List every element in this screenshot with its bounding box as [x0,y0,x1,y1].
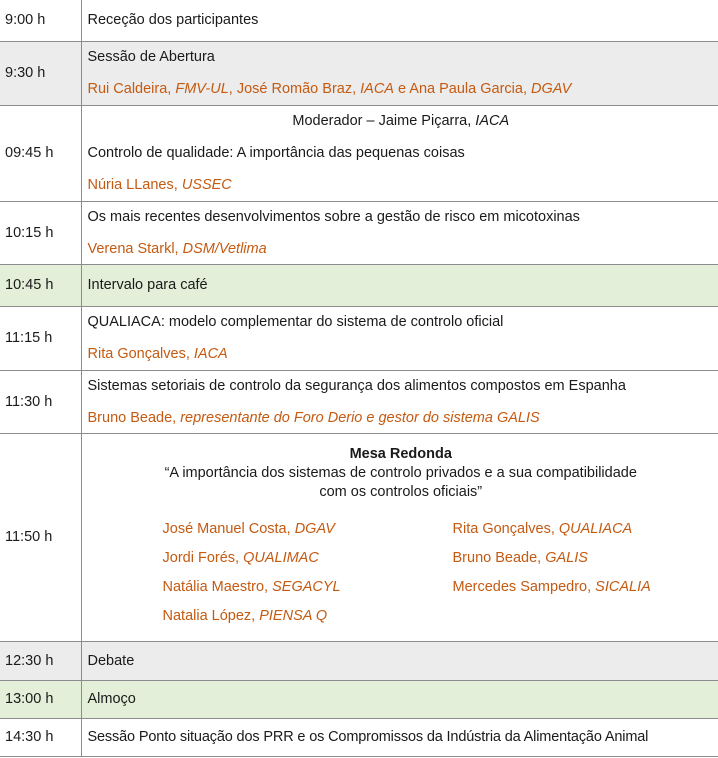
table-row [0,370,718,433]
session-cell [81,105,718,201]
speaker-org: IACA [360,81,394,97]
speakers-line [88,79,715,99]
speaker-name: Rita Gonçalves, [87,346,194,362]
session-title: Sistemas setoriais de controlo da segurança dos alimentos compostos em Espanha [87,377,626,394]
time-cell: 11:50 h [0,433,81,641]
speaker-name: e Ana Paula Garcia, [393,81,532,97]
table-row [0,105,718,201]
speaker-org: DGAV [531,81,572,97]
session-title: Controlo de qualidade: A importância das pequenas coisas [87,145,465,161]
session-cell [81,306,718,370]
session-title: Almoço [81,680,718,718]
table-row [0,641,718,680]
speaker-name: Rui Caldeira, [87,81,176,97]
speaker-line [88,344,715,364]
table-row [0,0,718,41]
table-row [0,718,718,756]
moderator-label: Moderador – Jaime Piçarra, [292,113,476,129]
speaker-org: DSM/Vetlima [182,240,267,257]
session-cell [81,41,718,105]
speaker-org: representante do Foro Derio e gestor do sistema GALIS [180,409,540,426]
panel-list [163,519,715,626]
speaker-line [88,408,715,428]
speaker-org: USSEC [181,177,232,193]
speaker-line [88,239,715,259]
session-title: QUALIACA: modelo complementar do sistema de controlo oficial [87,314,504,330]
time-cell: 11:15 h [0,306,81,370]
panelist: Natália Maestro, SEGACYL [162,579,341,595]
speaker-name: Bruno Beade, [87,409,181,426]
table-row [0,41,718,105]
time-cell: 09:45 h [0,105,81,201]
round-table-title: Mesa Redonda [349,446,452,462]
session-title: Sessão de Abertura [87,49,215,65]
session-title: Os mais recentes desenvolvimentos sobre a gestão de risco em micotoxinas [87,208,580,225]
speaker-name: Verena Starkl, [87,240,183,257]
panelist: Jordi Forés, QUALIMAC [162,550,319,566]
session-title: Receção dos participantes [81,0,718,41]
time-cell: 11:30 h [0,370,81,433]
round-table-quote: com os controlos oficiais” [319,484,483,500]
table-row [0,264,718,306]
panelist: Bruno Beade, GALIS [452,550,588,566]
time-cell: 10:45 h [0,264,81,306]
time-cell: 14:30 h [0,718,81,756]
time-cell: 13:00 h [0,680,81,718]
table-row [0,306,718,370]
time-cell: 9:00 h [0,0,81,41]
speaker-org: IACA [193,346,228,362]
speaker-name: Núria LLanes, [87,177,182,193]
time-cell: 12:30 h [0,641,81,680]
round-table-quote: “A importância dos sistemas de controlo privados e a sua compatibilidade [164,465,637,481]
speaker-org: FMV-UL [175,81,229,97]
panelist: Natalia López, PIENSA Q [162,608,328,624]
moderator-line [88,111,715,131]
panelist: José Manuel Costa, DGAV [162,521,335,537]
panelist: Mercedes Sampedro, SICALIA [452,579,651,595]
moderator-org: IACA [475,113,510,129]
session-title: Sessão Ponto situação dos PRR e os Compromissos da Indústria da Alimentação Animal [81,718,718,756]
time-cell: 10:15 h [0,201,81,264]
table-row [0,201,718,264]
panelist: Rita Gonçalves, QUALIACA [452,521,633,537]
speaker-name: , José Romão Braz, [228,81,361,97]
session-title: Intervalo para café [81,264,718,306]
table-row [0,433,718,641]
session-cell [81,433,718,641]
time-cell: 9:30 h [0,41,81,105]
session-cell [81,201,718,264]
session-title: Debate [81,641,718,680]
session-cell [81,370,718,433]
table-row [0,680,718,718]
speaker-line [88,175,715,195]
